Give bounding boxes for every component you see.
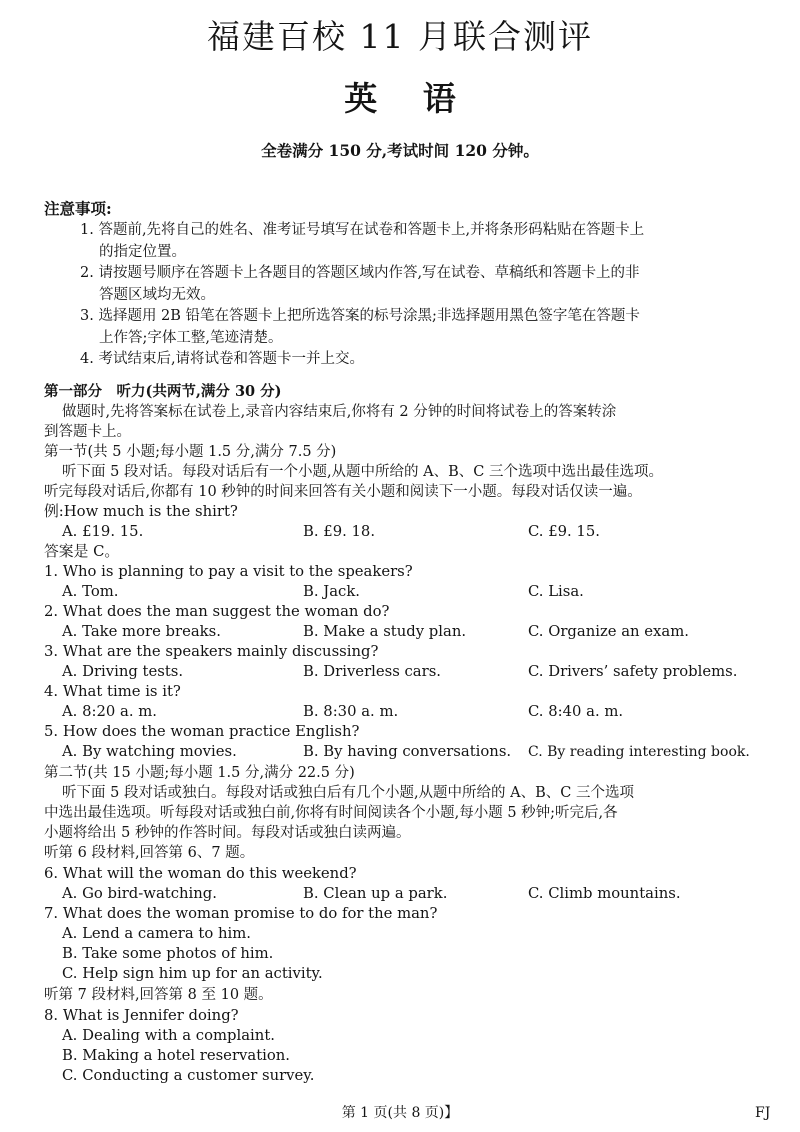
part1-intro: 到答题卡上。: [44, 424, 131, 440]
option-b: B. 8:30 a. m.: [303, 703, 399, 720]
example-option-c: C. £9. 15.: [528, 523, 600, 540]
option-a: A. Take more breaks.: [62, 623, 221, 640]
option-c: C. Drivers’ safety problems.: [528, 663, 738, 680]
option-a: A. By watching movies.: [62, 743, 237, 760]
example-option-a: A. £19. 15.: [62, 523, 144, 540]
question-6: 6. What will the woman do this weekend?: [44, 865, 357, 882]
region-code: FJ: [755, 1105, 771, 1121]
option-c: C. Climb mountains.: [528, 885, 681, 902]
question-7: 7. What does the woman promise to do for the man?: [44, 905, 438, 922]
material-7-heading: 听第 7 段材料,回答第 8 至 10 题。: [44, 987, 273, 1003]
notes-heading: 注意事项:: [44, 199, 112, 218]
subject-title: 英 语: [344, 79, 456, 118]
exam-title: 福建百校 11 月联合测评: [207, 17, 593, 56]
option-b: B. Take some photos of him.: [62, 945, 274, 962]
part1-intro: 做题时,先将答案标在试卷上,录音内容结束后,你将有 2 分钟的时间将试卷上的答案转涂: [62, 404, 617, 420]
question-2: 2. What does the man suggest the woman do?: [44, 603, 390, 620]
option-a: A. Tom.: [62, 583, 119, 600]
option-a: A. Go bird-watching.: [62, 885, 217, 902]
option-c: C. By reading interesting book.: [528, 744, 750, 760]
section2-instructions: 听下面 5 段对话或独白。每段对话或独白后有几个小题,从题中所给的 A、B、C 三个选项: [62, 785, 634, 801]
note-line: 4. 考试结束后,请将试卷和答题卡一并上交。: [80, 351, 365, 367]
example-question: 例:How much is the shirt?: [44, 503, 238, 520]
option-c: C. Conducting a customer survey.: [62, 1067, 315, 1084]
option-b: B. Jack.: [303, 583, 360, 600]
question-5: 5. How does the woman practice English?: [44, 723, 360, 740]
option-c: C. Lisa.: [528, 583, 584, 600]
option-a: A. Dealing with a complaint.: [62, 1027, 275, 1044]
option-b: B. Clean up a park.: [303, 885, 448, 902]
question-1: 1. Who is planning to pay a visit to the speakers?: [44, 563, 413, 580]
example-answer: 答案是 C。: [44, 543, 120, 560]
note-line: 2. 请按题号顺序在答题卡上各题目的答题区域内作答,写在试卷、草稿纸和答题卡上的非: [80, 265, 640, 281]
option-b: B. Making a hotel reservation.: [62, 1047, 291, 1064]
page-number: 第 1 页(共 8 页)】: [341, 1105, 459, 1121]
note-line: 上作答;字体工整,笔迹清楚。: [99, 330, 283, 346]
option-c: C. 8:40 a. m.: [528, 703, 624, 720]
section2-heading: 第二节(共 15 小题;每小题 1.5 分,满分 22.5 分): [44, 765, 355, 781]
option-a: A. Lend a camera to him.: [62, 925, 251, 942]
section2-instructions: 中选出最佳选项。听每段对话或独白前,你将有时间阅读各个小题,每小题 5 秒钟;听完后,各: [44, 805, 618, 821]
option-b: B. Make a study plan.: [303, 623, 467, 640]
note-line: 3. 选择题用 2B 铅笔在答题卡上把所选答案的标号涂黑;非选择题用黑色签字笔在答题卡: [80, 308, 640, 324]
question-8: 8. What is Jennifer doing?: [44, 1007, 239, 1024]
note-line: 的指定位置。: [99, 244, 186, 260]
option-a: A. Driving tests.: [62, 663, 184, 680]
option-c: C. Help sign him up for an activity.: [62, 965, 323, 982]
section1-heading: 第一节(共 5 小题;每小题 1.5 分,满分 7.5 分): [44, 444, 337, 460]
note-line: 答题区域均无效。: [99, 287, 215, 303]
option-b: B. By having conversations.: [303, 743, 512, 760]
section1-instructions: 听完每段对话后,你都有 10 秒钟的时间来回答有关小题和阅读下一小题。每段对话仅读一遍。: [44, 484, 642, 500]
option-b: B. Driverless cars.: [303, 663, 441, 680]
question-3: 3. What are the speakers mainly discussing?: [44, 643, 379, 660]
note-line: 1. 答题前,先将自己的姓名、准考证号填写在试卷和答题卡上,并将条形码粘贴在答题卡上: [80, 222, 645, 238]
part1-heading: 第一部分 听力(共两节,满分 30 分): [44, 383, 282, 400]
question-4: 4. What time is it?: [44, 683, 181, 700]
option-a: A. 8:20 a. m.: [62, 703, 157, 720]
option-c: C. Organize an exam.: [528, 623, 689, 640]
section1-instructions: 听下面 5 段对话。每段对话后有一个小题,从题中所给的 A、B、C 三个选项中选出最佳选项。: [62, 464, 663, 480]
section2-instructions: 小题将给出 5 秒钟的作答时间。每段对话或独白读两遍。: [44, 825, 411, 841]
example-option-b: B. £9. 18.: [303, 523, 376, 540]
exam-info: 全卷满分 150 分,考试时间 120 分钟。: [261, 141, 539, 160]
material-6-heading: 听第 6 段材料,回答第 6、7 题。: [44, 845, 255, 861]
